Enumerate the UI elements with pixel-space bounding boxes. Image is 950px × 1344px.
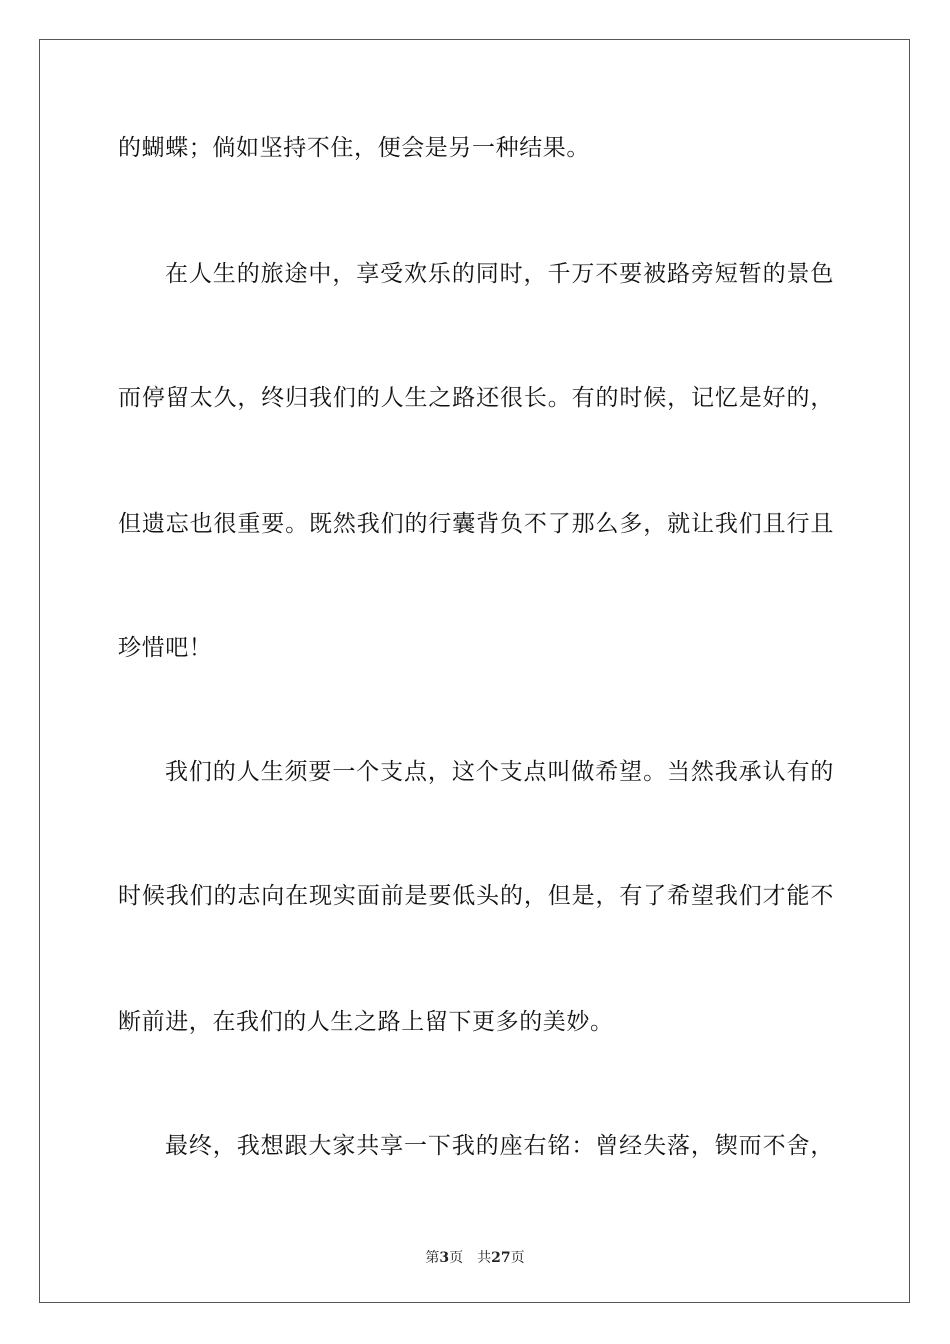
text-line-5: 珍惜吧！ xyxy=(118,635,213,661)
text-line-7: 时候我们的志向在现实面前是要低头的，但是，有了希望我们才能不 xyxy=(118,883,834,909)
total-suffix: 页 xyxy=(510,1250,525,1266)
text-line-8: 断前进，在我们的人生之路上留下更多的美妙。 xyxy=(118,1009,614,1035)
text-line-1: 的蝴蝶；倘如坚持不住，便会是另一种结果。 xyxy=(118,135,590,161)
page-prefix: 第 xyxy=(425,1250,440,1266)
total-pages: 27 xyxy=(491,1250,511,1266)
text-line-3: 而停留太久，终归我们的人生之路还很长。有的时候，记忆是好的， xyxy=(118,385,834,411)
page-number: 3 xyxy=(439,1250,450,1266)
total-prefix: 共 xyxy=(477,1250,492,1266)
text-line-4: 但遗忘也很重要。既然我们的行囊背负不了那么多，就让我们且行且 xyxy=(118,511,834,537)
page-border xyxy=(39,39,910,1303)
page-footer xyxy=(0,1247,950,1267)
text-line-6: 我们的人生须要一个支点，这个支点叫做希望。当然我承认有的 xyxy=(165,759,834,785)
page-suffix: 页 xyxy=(449,1250,464,1266)
text-line-2: 在人生的旅途中，享受欢乐的同时，千万不要被路旁短暂的景色 xyxy=(165,261,834,287)
text-line-9: 最终，我想跟大家共享一下我的座右铭：曾经失落，锲而不舍， xyxy=(165,1133,834,1159)
